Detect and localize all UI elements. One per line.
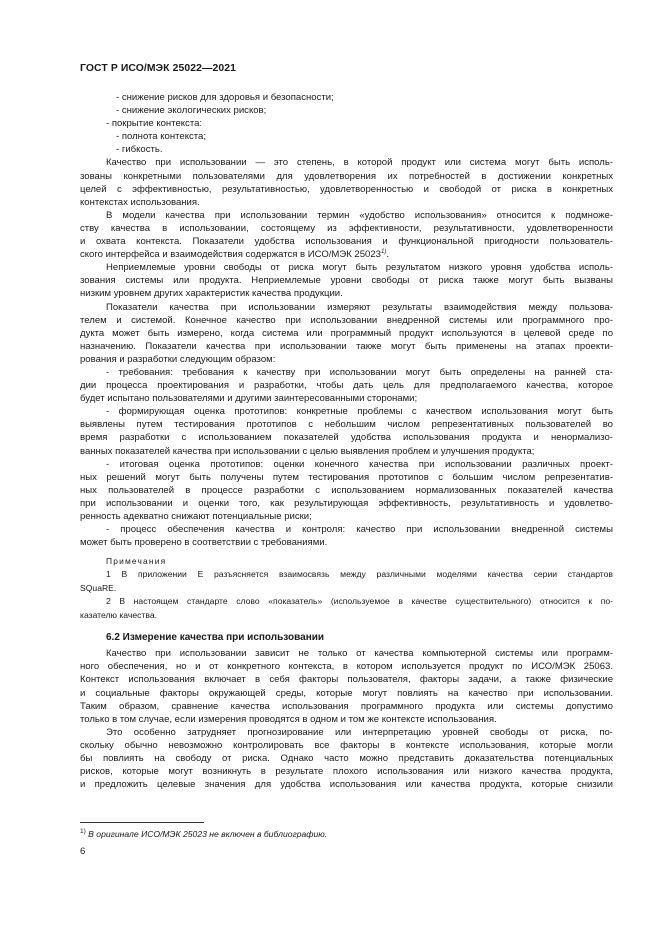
text-line <box>80 104 613 117</box>
footnote-ref: 1) <box>380 248 387 255</box>
text-line <box>80 484 613 497</box>
line-text: зованы конкретными пользователями для удовлетворения их потребностей в достижении конкретных <box>80 170 613 182</box>
line-text: ных пользователей в процессе разработки с использованием нормализованных показателей качества <box>80 484 613 496</box>
footnote-rule <box>80 822 204 823</box>
text-line <box>80 274 613 287</box>
line-text: рисков, которые могут возникнуть в результате плохого использования или низкого качества продукта, <box>80 766 613 778</box>
line-text: контекстах использования. <box>80 196 200 208</box>
footnote-text: В оригинале ИСО/МЭК 25023 не включен в библиографию. <box>88 828 328 839</box>
text-line <box>80 687 613 700</box>
text-line <box>80 314 613 327</box>
line-text: ского интерфейса и взаимодействия содержатся в ИСО/МЭК 25023 <box>80 249 381 261</box>
line-text: целей с эффективностью, результативностью, удовлетворенностью и свободой от риска в конкретных <box>80 183 613 195</box>
line-text: Показатели качества при использовании измеряют результаты взаимодействия между пользова- <box>106 301 613 313</box>
text-line <box>80 418 613 431</box>
line-text: Контекст использования включает в себя факторы пользователя, факторы задачи, а также физические <box>80 674 613 686</box>
text-line <box>80 170 613 183</box>
text-line <box>80 143 613 156</box>
line-text: дии процесса проектирования и разработки, чтобы дать цель для предполагаемого качества, которое <box>80 380 613 392</box>
text-line <box>80 130 613 143</box>
text-line <box>80 700 613 713</box>
text-line <box>80 301 613 314</box>
text-line <box>80 261 613 274</box>
line-text: рования и разработки следующим образом: <box>80 353 276 365</box>
text-line <box>80 405 613 418</box>
text-line <box>80 91 613 104</box>
notes-title: Примечания <box>106 556 167 567</box>
notes-block <box>80 568 613 622</box>
text-line <box>80 673 613 686</box>
line-text: Неприемлемые уровни свободы от риска могут быть результатом низкого уровня удобства исполь- <box>106 262 613 274</box>
text-line <box>80 117 613 130</box>
text-line <box>80 353 613 366</box>
text-line <box>80 647 613 660</box>
line-text: - итоговая оценка прототипов: оценки конечного качества при использовании различных проект- <box>106 458 613 470</box>
line-text: В модели качества при использовании термин «удобство использования» относится к подмноже- <box>106 209 613 221</box>
text-line <box>80 248 613 261</box>
line-text: назначению. Показатели качества при использовании также могут быть применены на этапах проекти- <box>80 340 613 352</box>
line-text: казателю качества. <box>80 609 158 620</box>
text-line <box>80 609 613 623</box>
text-line <box>80 222 613 235</box>
text-line <box>80 752 613 765</box>
line-text: - полнота контекста; <box>116 131 206 143</box>
line-text: низким уровнем других характеристик качества продукции. <box>80 288 343 300</box>
text-line <box>80 713 613 726</box>
line-text: и социальные факторы окружающей среды, которые могут повлиять на качество при использовании. <box>80 687 613 699</box>
line-text: ству качества в использовании, состоящему из эффективности, результативности, удовлетворенности <box>80 222 613 234</box>
line-text: будет испытано пользователями и другими заинтересованными сторонами; <box>80 393 418 405</box>
footnote-mark: 1) <box>80 828 86 835</box>
line-text: дукта может быть измерено, когда система или программный продукт используются в целевой среде по <box>80 327 613 339</box>
line-text: ных решений могут быть получены путем тестирования прототипов с большим числом репрезентатив- <box>80 471 613 483</box>
line-text: 2 В настоящем стандарте слово «показатель» (используемое в качестве существительного) относится к по- <box>106 596 613 607</box>
line-text: скольку обычно невозможно контролировать все факторы в контексте использования, которые могли <box>80 739 613 751</box>
text-line <box>80 340 613 353</box>
line-text: зования системы или продукта. Неприемлемые уровни свободы от риска также могут быть вызваны <box>80 275 613 287</box>
text-line <box>80 235 613 248</box>
text-line <box>80 471 613 484</box>
text-line <box>80 431 613 444</box>
text-line <box>80 778 613 791</box>
line-text: ного обеспечения, но и от конкретного контекста, в котором используется продукт по ИСО/МЭК 25063. <box>80 661 613 673</box>
line-text: только в том случае, если измерения проводятся в одном и том же контексте использования. <box>80 713 497 725</box>
line-text: - формирующая оценка прототипов: конкретные проблемы с качеством использования могут быть <box>106 406 613 418</box>
text-line <box>80 595 613 609</box>
text-line <box>80 582 613 596</box>
text-line <box>80 536 613 549</box>
line-text: - покрытие контекста: <box>106 118 203 130</box>
document-body <box>80 91 613 791</box>
text-line <box>80 327 613 340</box>
text-line <box>80 497 613 510</box>
line-text: - гибкость. <box>116 144 163 156</box>
line-text: ренность адекватно снижают потенциальные риски; <box>80 511 312 522</box>
line-text: Качество при использовании — это степень, в которой продукт или система могут быть исполь- <box>106 157 613 169</box>
line-text: может быть проверено в соответствии с требованиями. <box>80 537 328 549</box>
line-text: 1 В приложении Е разъясняется взаимосвязь между различными моделями качества серии стандартов <box>106 569 613 580</box>
text-line <box>80 379 613 392</box>
section-text <box>80 647 613 791</box>
line-text: - снижение рисков для здоровья и безопасности; <box>116 92 334 103</box>
text-line <box>80 660 613 673</box>
line-text: - снижение экологических рисков; <box>116 105 267 117</box>
line-text: выявлены путем тестирования прототипов с небольшим числом репрезентативных пользователей во <box>80 419 613 431</box>
text-line <box>80 196 613 209</box>
line-text: телем и системой. Конечное качество при использовании внедренной системы или программного про- <box>80 314 613 326</box>
main-text <box>80 91 613 549</box>
line-text: - требования: требования к качеству при использовании могут быть определены на ранней ста- <box>106 366 613 378</box>
line-text: и предложить целевые значения для удобства использования или качества продукта, которые снизили <box>80 779 613 791</box>
page-number: 6 <box>80 846 86 857</box>
text-line <box>80 287 613 300</box>
text-line <box>80 726 613 739</box>
text-line <box>80 523 613 536</box>
text-line <box>80 209 613 222</box>
section-title: 6.2 Измерение качества при использовании <box>106 632 325 644</box>
document-header: ГОСТ Р ИСО/МЭК 25022—2021 <box>80 63 236 74</box>
line-text-tail: . <box>386 249 389 261</box>
text-line <box>80 739 613 752</box>
text-line <box>80 366 613 379</box>
text-line <box>80 445 613 458</box>
line-text: SQuaRE. <box>80 582 117 593</box>
text-line <box>80 183 613 196</box>
text-line <box>80 156 613 169</box>
line-text: бы повлиять на свободу от риска. Однако часто можно представить доказательства потенциальных <box>80 753 613 765</box>
line-text: - процесс обеспечения качества и контроля: качество при использовании внедренной системы <box>106 524 613 536</box>
line-text: время разработки с использованием показателей удобства использования продукта и ненормализо- <box>80 432 613 444</box>
footnote <box>80 828 327 839</box>
line-text: и охвата контекста. Показатели удобства использования и функциональной пригодности пользователь- <box>80 236 613 248</box>
text-line <box>80 765 613 778</box>
line-text: Таким образом, сравнение качества использования программного продукта или системы допустимо <box>80 700 613 712</box>
text-line <box>80 568 613 582</box>
text-line <box>80 458 613 471</box>
line-text: при использовании и оценки того, как результирующая эффективность, результативность и удовлетво- <box>80 497 613 509</box>
line-text: Качество при использовании зависит не только от качества компьютерной системы или программ- <box>106 648 613 660</box>
text-line <box>80 510 613 523</box>
line-text: ванных показателей качества при использовании с целью выявления проблем и улучшения продукта; <box>80 445 535 457</box>
line-text: Это особенно затрудняет прогнозирование или интерпретацию уровней свободы от риска, по- <box>106 726 613 738</box>
text-line <box>80 392 613 405</box>
